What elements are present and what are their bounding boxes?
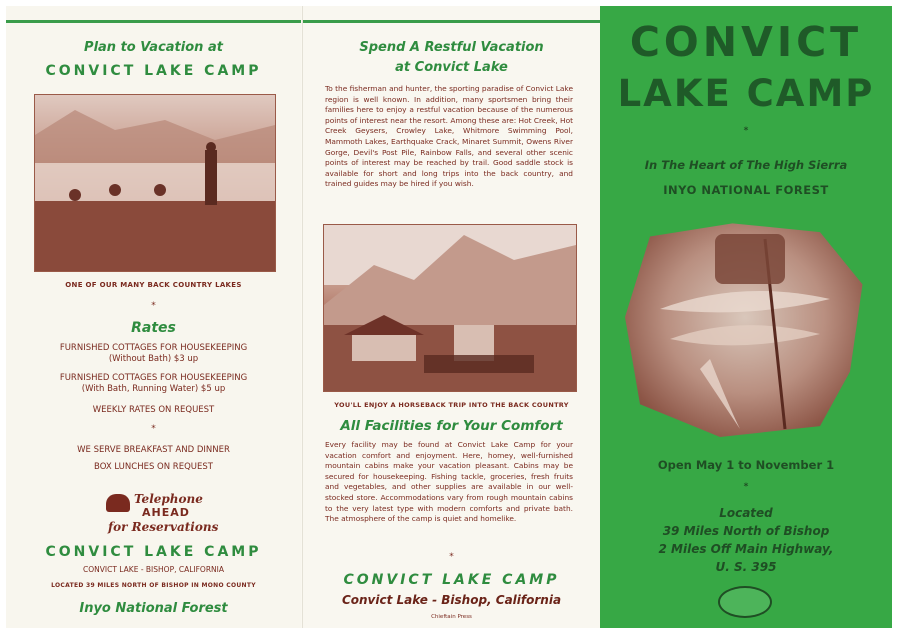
ahead-word: AHEAD	[142, 506, 190, 519]
seal-logo	[718, 586, 772, 618]
divider-line	[303, 20, 600, 23]
back-country-lake-photo	[34, 94, 276, 272]
middle-panel	[302, 6, 601, 628]
middle-heading-line2: at Convict Lake	[395, 60, 508, 75]
cover-tagline: In The Heart of The High Sierra	[644, 158, 848, 172]
intro-paragraph: To the fisherman and hunter, the sporting paradise of Convict Lake region is well known. In addition, many sportsmen bring their families here to enjoy a restful vacation because of the numerous points of interest near the resort. Among these are: Hot Creek, Hot Creek Geysers, Crowley Lake, Whitmore Swimming Pool, Mammoth Lakes, Earthquake Crack, Minaret Summit, Owens River Gorge, Devil's Post Pile, Rainbow Falls, and several other scenic points of interest may be reached by trail. Good saddle stock is available for short and long trips into the back country, and trained guides may be hired if you wish.	[325, 84, 573, 189]
left-heading-line2: CONVICT LAKE CAMP	[45, 63, 262, 79]
rate1-line2: (Without Bath) $3 up	[108, 354, 199, 364]
box-lunches: BOX LUNCHES ON REQUEST	[94, 462, 213, 472]
fishing-catch-photo	[620, 219, 870, 437]
left-footer-forest: Inyo National Forest	[79, 601, 228, 616]
star-divider: *	[743, 126, 749, 136]
cover-title-line2: LAKE CAMP	[617, 72, 875, 115]
divider-line	[6, 20, 301, 23]
miles-from-bishop: 39 Miles North of Bishop	[662, 524, 830, 538]
printer-mark: Chieftain Press	[431, 614, 472, 620]
left-footer-address: CONVICT LAKE - BISHOP, CALIFORNIA	[83, 565, 224, 574]
middle-footer-title: CONVICT LAKE CAMP	[343, 572, 560, 588]
middle-footer-address: Convict Lake - Bishop, California	[341, 593, 562, 607]
middle-photo-caption: YOU'LL ENJOY A HORSEBACK TRIP INTO THE BACK COUNTRY	[334, 401, 569, 409]
rates-title: Rates	[131, 320, 176, 336]
telephone-word: Telephone	[134, 492, 203, 506]
cover-panel	[600, 6, 892, 628]
star-divider: *	[449, 552, 454, 562]
left-photo-caption: ONE OF OUR MANY BACK COUNTRY LAKES	[65, 281, 242, 289]
telephone-icon	[106, 494, 130, 512]
brochure	[6, 6, 892, 628]
weekly-rates: WEEKLY RATES ON REQUEST	[92, 405, 215, 415]
facilities-paragraph: Every facility may be found at Convict Lake Camp for your vacation comfort and enjoyment. Here, homey, well-furnished mountain cabins make your vacation pleasant. Cabins may be secured for housekeeping. Fishing tackle, groceries, fresh fruits and vegetables, and other supplies are available in our well-stocked store. Accommodations vary from rough mountain cabins to the very latest type with modern comforts and private bath. The atmosphere of the camp is quiet and homelike.	[325, 440, 573, 524]
for-reservations: for Reservations	[108, 520, 219, 534]
miles-from-highway: 2 Miles Off Main Highway,	[658, 542, 834, 556]
rate1-line1: FURNISHED COTTAGES FOR HOUSEKEEPING	[59, 343, 248, 353]
left-heading-line1: Plan to Vacation at	[84, 40, 223, 55]
season-dates: Open May 1 to November 1	[657, 458, 835, 472]
facilities-title: All Facilities for Your Comfort	[340, 418, 563, 434]
star-divider: *	[151, 424, 156, 434]
located-label: Located	[719, 506, 773, 520]
route-number: U. S. 395	[715, 560, 777, 574]
left-panel	[6, 6, 301, 628]
star-divider: *	[151, 301, 156, 311]
breakfast-dinner: WE SERVE BREAKFAST AND DINNER	[77, 445, 230, 455]
rate2-line1: FURNISHED COTTAGES FOR HOUSEKEEPING	[59, 373, 248, 383]
left-footer-title: CONVICT LAKE CAMP	[45, 544, 262, 560]
horseback-photo	[323, 224, 577, 392]
rate2-line2: (With Bath, Running Water) $5 up	[81, 384, 226, 394]
cover-forest: INYO NATIONAL FOREST	[663, 183, 829, 197]
telephone-ahead-logo	[104, 490, 224, 536]
left-footer-location: LOCATED 39 MILES NORTH OF BISHOP IN MONO COUNTY	[51, 582, 256, 589]
middle-heading-line1: Spend A Restful Vacation	[359, 40, 544, 55]
cover-title-line1: CONVICT	[629, 18, 863, 66]
star-divider: *	[743, 482, 749, 492]
